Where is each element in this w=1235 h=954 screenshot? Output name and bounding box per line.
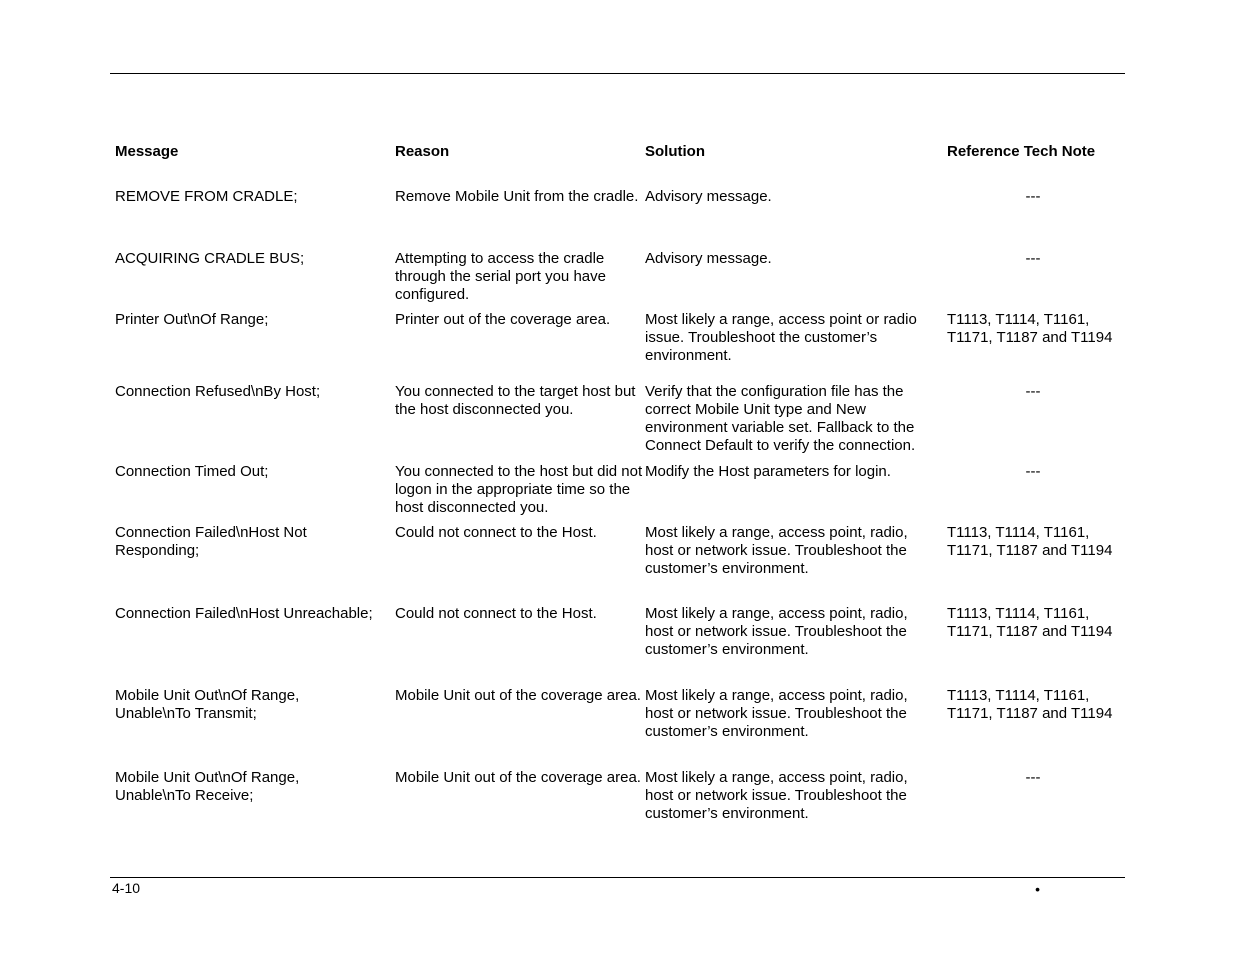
row-4-ref: ---	[1025, 463, 1041, 480]
row-4-message: Connection Timed Out;	[115, 463, 269, 480]
row-0-ref: ---	[1025, 188, 1041, 205]
header-rule	[110, 73, 1125, 74]
row-1-solution: Advisory message.	[645, 250, 772, 267]
row-8-solution: Most likely a range, access point, radio, host or network issue. Troubleshoot the customer’s environment.	[645, 769, 908, 822]
row-6-solution: Most likely a range, access point, radio, host or network issue. Troubleshoot the customer’s environment.	[645, 605, 908, 658]
row-5-message: Connection Failed\nHost Not Responding;	[115, 524, 307, 559]
row-7-message: Mobile Unit Out\nOf Range, Unable\nTo Transmit;	[115, 687, 300, 722]
row-4-reason: You connected to the host but did not logon in the appropriate time so the host disconnected you.	[395, 463, 643, 516]
row-1-reason: Attempting to access the cradle through the serial port you have configured.	[395, 250, 606, 303]
row-2-reason: Printer out of the coverage area.	[395, 311, 611, 328]
row-0-message: REMOVE FROM CRADLE;	[115, 188, 298, 205]
row-7-solution: Most likely a range, access point, radio, host or network issue. Troubleshoot the customer’s environment.	[645, 687, 908, 740]
row-3-solution: Verify that the configuration file has the correct Mobile Unit type and New environment variable set. Fallback to the Connect Default to verify the connection.	[645, 383, 916, 454]
row-3-message: Connection Refused\nBy Host;	[115, 383, 321, 400]
row-1-ref: ---	[1025, 250, 1041, 267]
row-2-solution: Most likely a range, access point or radio issue. Troubleshoot the customer’s environment.	[645, 311, 917, 364]
column-header-reference-tech-note: Reference Tech Note	[947, 143, 1096, 160]
row-6-reason: Could not connect to the Host.	[395, 605, 597, 622]
row-7-ref: T1113, T1114, T1161, T1171, T1187 and T1194	[947, 687, 1113, 722]
row-6-ref: T1113, T1114, T1161, T1171, T1187 and T1194	[947, 605, 1113, 640]
page-number: 4-10	[112, 880, 141, 896]
row-2-message: Printer Out\nOf Range;	[115, 311, 269, 328]
row-2-ref: T1113, T1114, T1161, T1171, T1187 and T1194	[947, 311, 1113, 346]
row-5-solution: Most likely a range, access point, radio, host or network issue. Troubleshoot the customer’s environment.	[645, 524, 908, 577]
row-6-message: Connection Failed\nHost Unreachable;	[115, 605, 373, 622]
row-1-message: ACQUIRING CRADLE BUS;	[115, 250, 305, 267]
row-0-solution: Advisory message.	[645, 188, 772, 205]
row-3-ref: ---	[1025, 383, 1041, 400]
column-header-reason: Reason	[395, 143, 450, 160]
row-4-solution: Modify the Host parameters for login.	[645, 463, 891, 480]
footer-rule	[110, 877, 1125, 878]
row-0-reason: Remove Mobile Unit from the cradle.	[395, 188, 639, 205]
row-3-reason: You connected to the target host but the host disconnected you.	[395, 383, 636, 418]
row-7-reason: Mobile Unit out of the coverage area.	[395, 687, 641, 704]
row-8-ref: ---	[1025, 769, 1041, 786]
row-5-reason: Could not connect to the Host.	[395, 524, 597, 541]
column-header-message: Message	[115, 143, 179, 160]
row-8-message: Mobile Unit Out\nOf Range, Unable\nTo Receive;	[115, 769, 300, 804]
column-header-solution: Solution	[645, 143, 705, 160]
row-8-reason: Mobile Unit out of the coverage area.	[395, 769, 641, 786]
footer-bullet-mark: •	[1035, 881, 1040, 897]
row-5-ref: T1113, T1114, T1161, T1171, T1187 and T1194	[947, 524, 1113, 559]
